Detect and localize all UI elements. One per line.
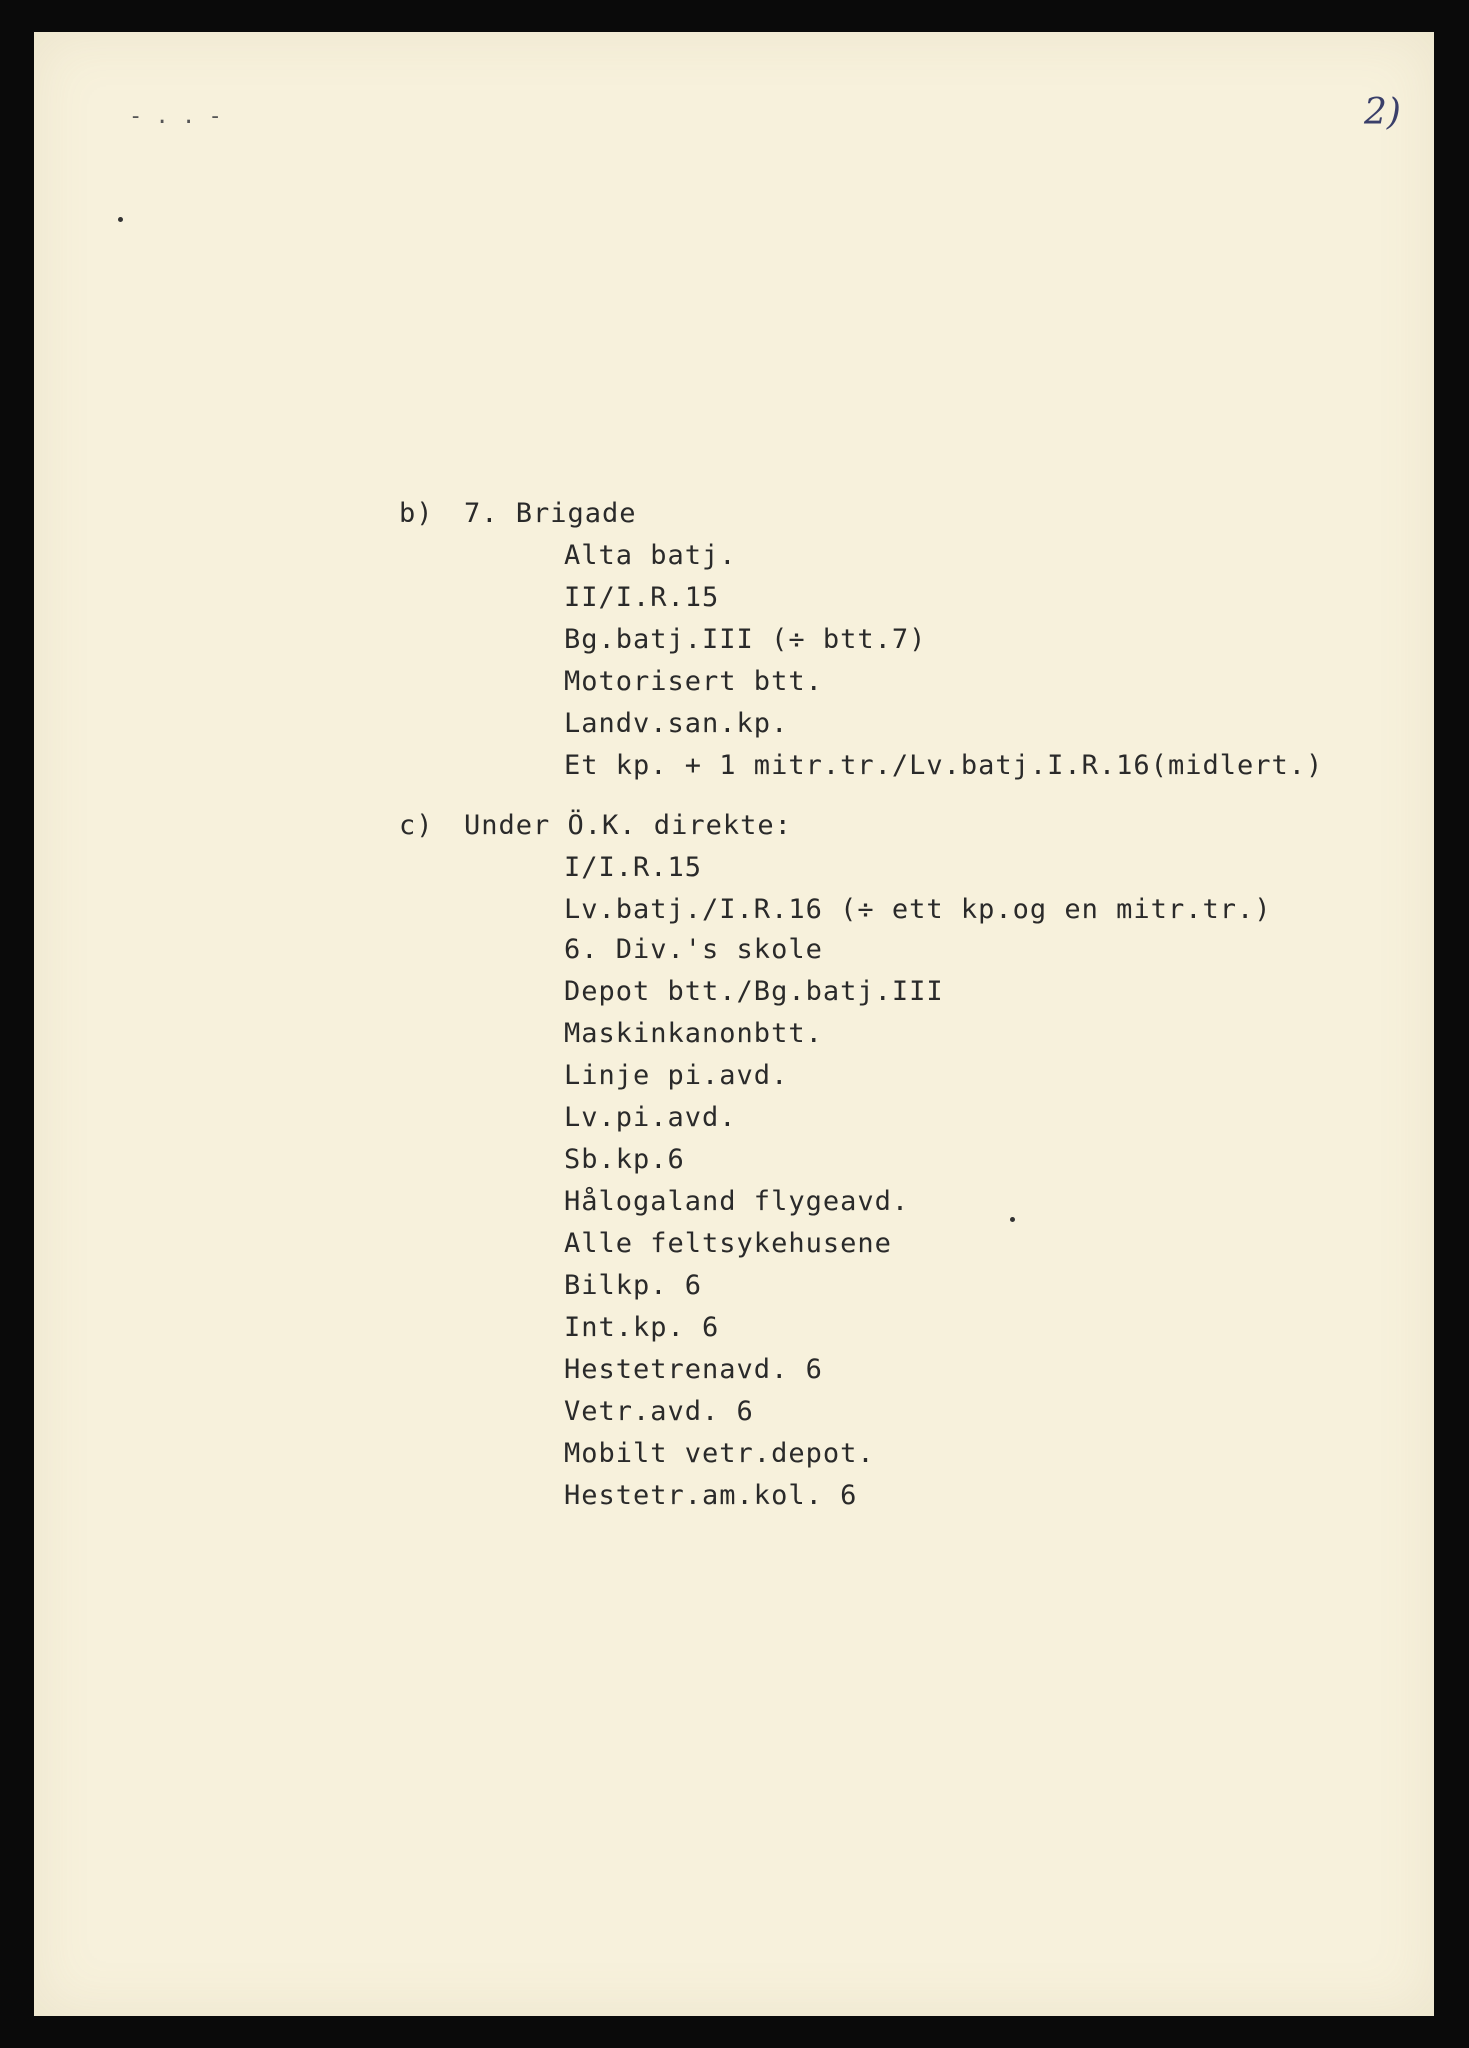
list-item: I/I.R.15 [564,852,703,883]
section-label: c) [399,810,434,841]
list-item: Linje pi.avd. [564,1060,789,1091]
list-item: Vetr.avd. 6 [564,1396,754,1427]
section-title: Under Ö.K. direkte: [464,810,792,841]
list-item: Bilkp. 6 [564,1270,703,1301]
list-item: 6. Div.'s skole [564,934,823,965]
list-item: Motorisert btt. [564,666,823,697]
list-item: Lv.batj./I.R.16 (÷ ett kp.og en mitr.tr.) [564,894,1272,925]
document-page [34,32,1434,2016]
stray-dot [1010,1217,1015,1222]
stray-marks: - . . - [129,104,222,129]
list-item: Et kp. + 1 mitr.tr./Lv.batj.I.R.16(midlert.) [564,750,1324,781]
list-item: Maskinkanonbtt. [564,1018,823,1049]
list-item: Alle feltsykehusene [564,1228,892,1259]
list-item: II/I.R.15 [564,582,720,613]
list-item: Depot btt./Bg.batj.III [564,976,944,1007]
list-item: Hålogaland flygeavd. [564,1186,910,1217]
list-item: Bg.batj.III (÷ btt.7) [564,624,927,655]
section-label: b) [399,498,434,529]
list-item: Landv.san.kp. [564,708,789,739]
stray-dot [118,217,123,222]
list-item: Lv.pi.avd. [564,1102,737,1133]
list-item: Sb.kp.6 [564,1144,685,1175]
list-item: Alta batj. [564,540,737,571]
list-item: Mobilt vetr.depot. [564,1438,875,1469]
page-number: 2) [1364,92,1401,133]
list-item: Hestetr.am.kol. 6 [564,1480,858,1511]
list-item: Hestetrenavd. 6 [564,1354,823,1385]
section-title: 7. Brigade [464,498,637,529]
list-item: Int.kp. 6 [564,1312,720,1343]
